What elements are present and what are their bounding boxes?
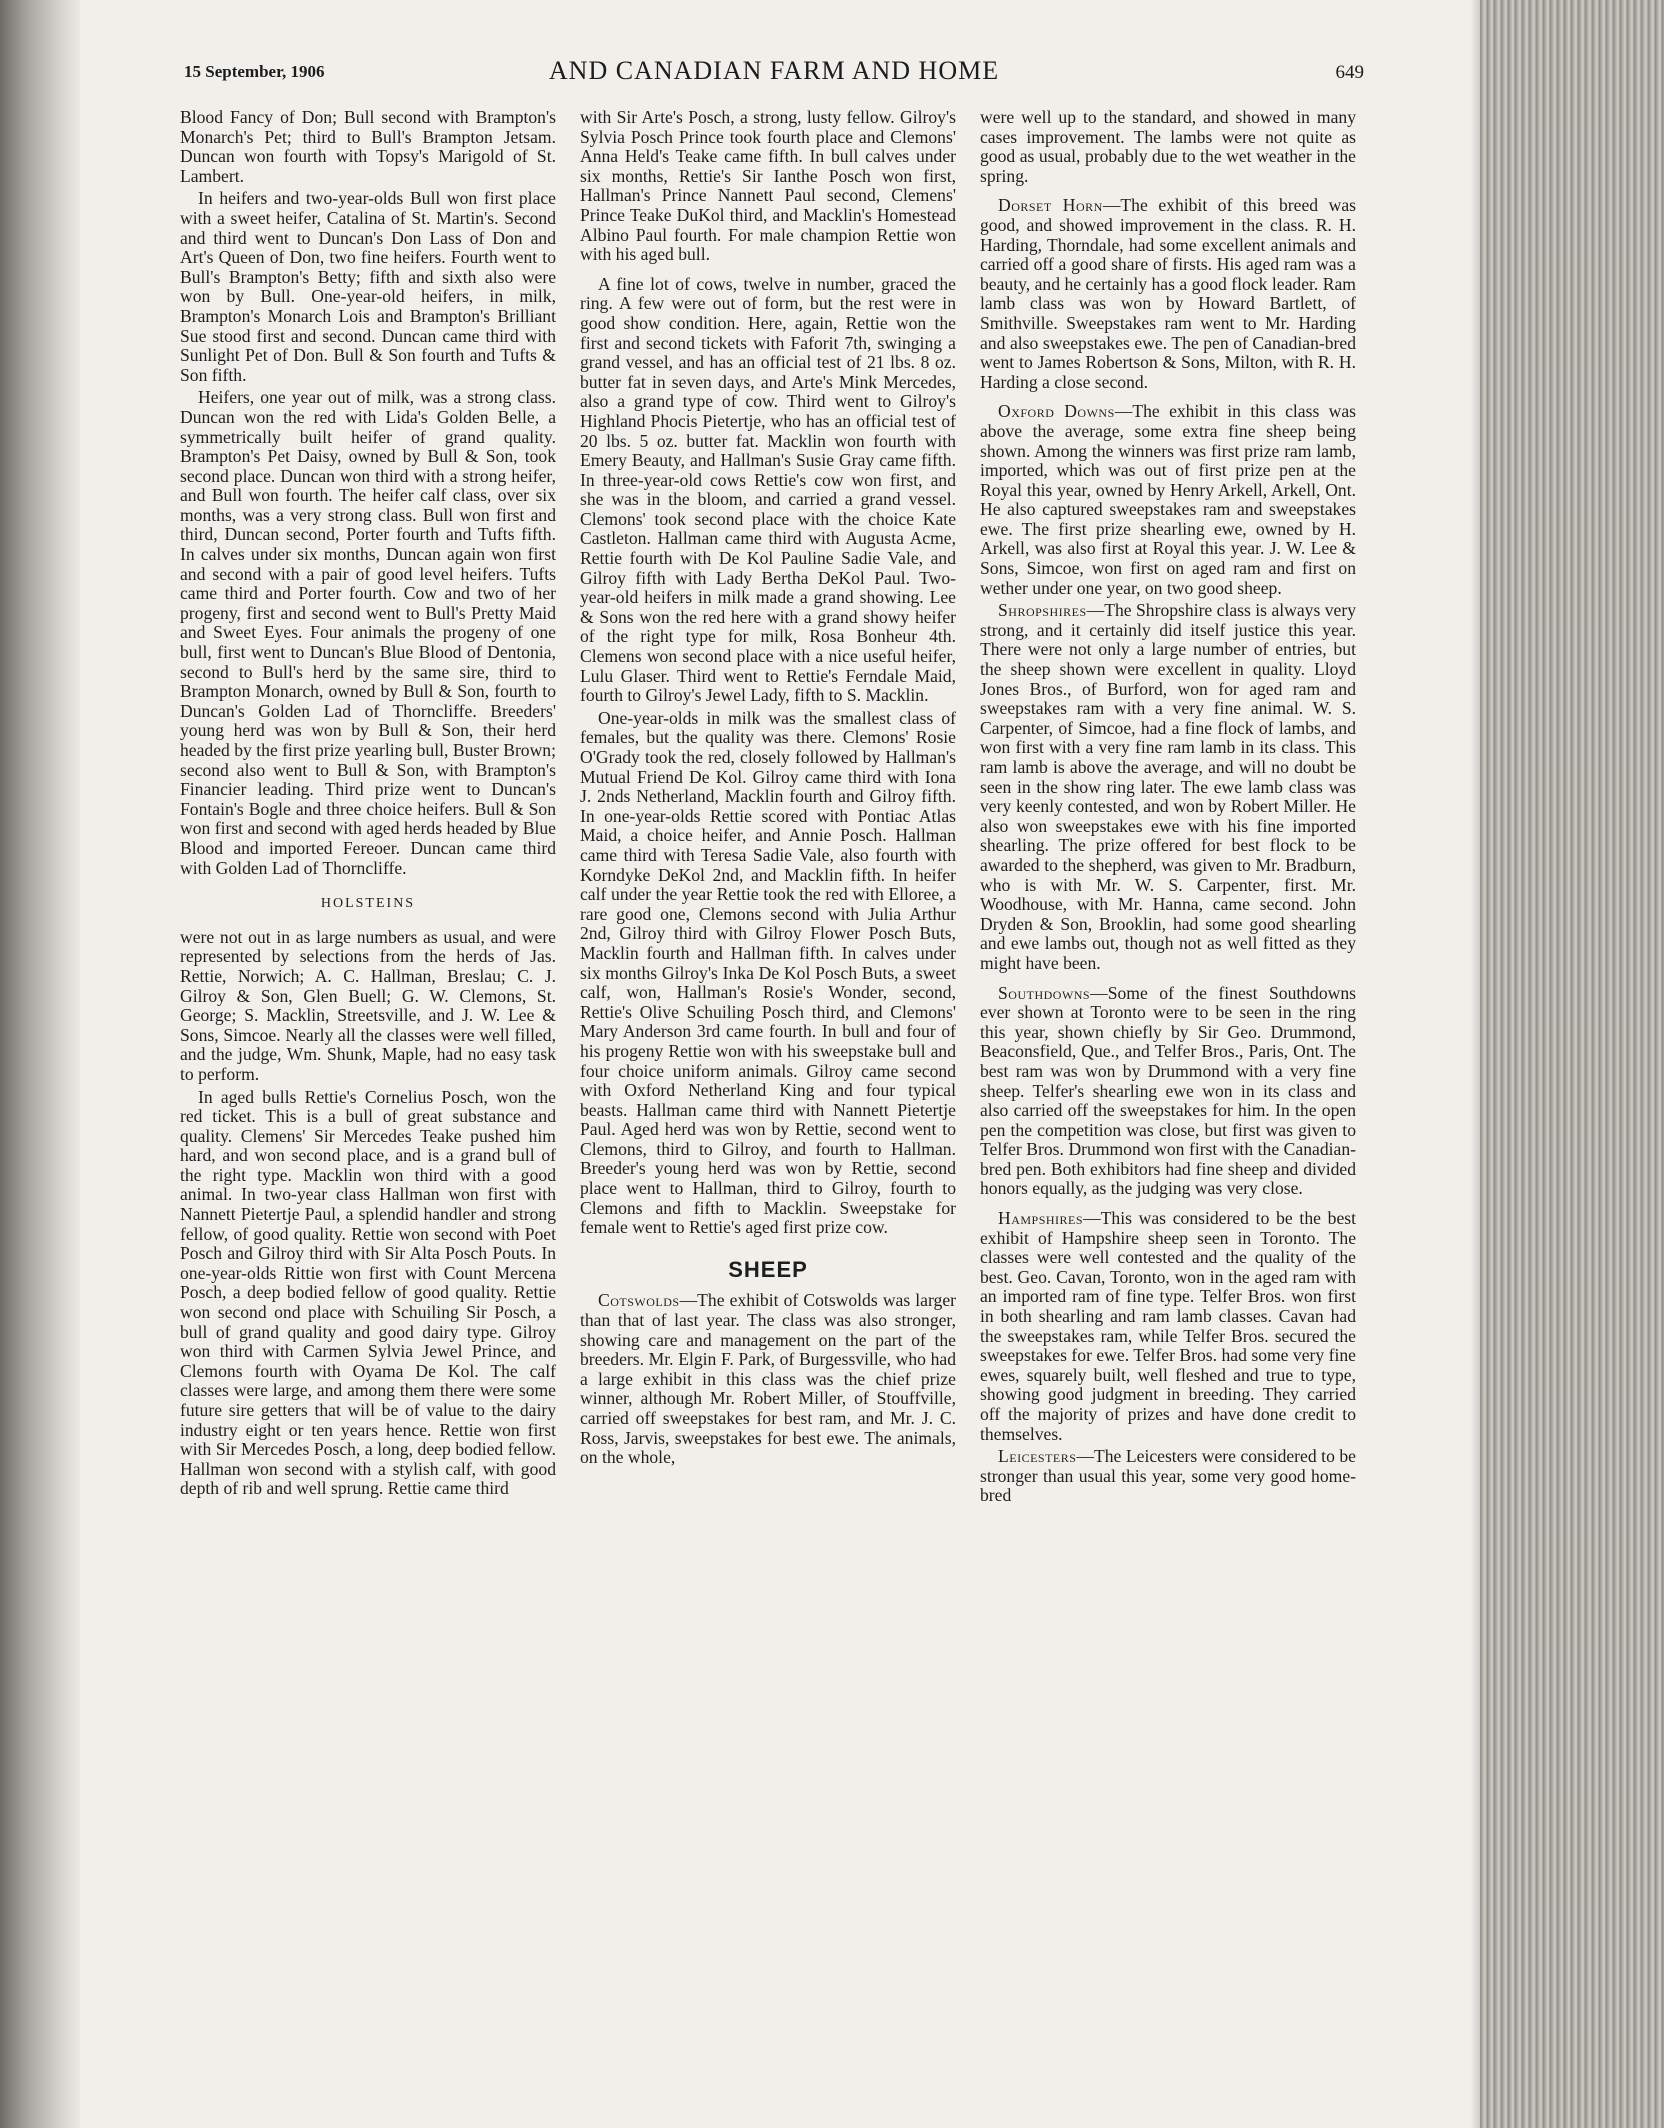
paragraph-text: —This was considered to be the best exhibit of Hampshire sheep seen in Toronto. The classes were well contested and the quality of the best. Geo. Cavan, Toronto, won in the aged ram with an imported ram of fine type. Telfer Bros. won first in both shearling and ram lamb classes. Cavan had the sweepstakes ram, while Telfer Bros. secured the sweepstakes for ewe. Telfer Bros. had some very fine ewes, squarely built, well fleshed and true to type, showing good judgment in breeding. They carried off the majority of prizes and have done credit to themselves. (980, 1208, 1356, 1444)
section-heading-holsteins: HOLSTEINS (320, 896, 416, 912)
paragraph-text: —The exhibit in this class was above the average, some extra fine sheep being shown. Among the winners was first prize ram lamb, imported, which was out of first prize pen at the Royal this year, owned by Henry Arkell, Arkell, Ont. He also captured sweepstakes ram and sweepstakes ewe. The first prize shearling ewe, owned by H. Arkell, was also first at Royal this year. J. W. Lee & Sons, Simcoe, won first on aged ram and first on wether under one year, on two good sheep. (980, 401, 1356, 598)
paragraph-cotswolds (580, 1291, 956, 1467)
running-header (184, 56, 1364, 96)
paragraph-oxford-downs (980, 402, 1356, 598)
paragraph-hampshires (980, 1209, 1356, 1444)
paragraph: Blood Fancy of Don; Bull second with Brampton's Monarch's Pet; third to Bull's Brampton Jetsam. Duncan won fourth with Topsy's Marigold of St. Lambert. (180, 108, 556, 186)
paragraph-southdowns (980, 984, 1356, 1200)
paragraph: In aged bulls Rettie's Cornelius Posch, won the red ticket. This is a bull of great substance and quality. Clemens' Sir Mercedes Teake pushed him hard, and won second place, and is a grand bull of the right type. Macklin won third with a good animal. In two-year class Hallman won first with Nannett Pietertje Paul, a splendid handler and strong fellow, of good quality. Rettie won second with Poet Posch and Gilroy third with Sir Alta Posch Pouts. In one-year-olds Rittie won first with Count Mercena Posch, a deep bodied fellow of good quality. Rettie won second ond place with Schuiling Sir Posch, a bull of grand quality and good dairy type. Gilroy won third with Carmen Sylvia Jewel Prince, and Clemons fourth with Oyama De Kol. The calf classes were large, and among them there were some future sire getters that will be of value to the dairy industry eight or ten years hence. Rettie won first with Sir Mercedes Posch, a long, deep bodied fellow. Hallman won second with a stylish calf, with good depth of rib and well sprung. Rettie came third (180, 1086, 556, 1499)
paragraph-text: —The Shropshire class is always very strong, and it certainly did itself justice this year. There were not only a large number of entries, but the sheep shown were excellent in quality. Lloyd Jones Bros., of Burford, won for aged ram and sweepstakes ram with a very fine animal. W. S. Carpenter, of Simcoe, had a fine flock of lambs, and won first with a very fine ram lamb in its class. This ram lamb is above the average, and will no doubt be seen in the show ring later. The ewe lamb class was very keenly contested, and won by Robert Miller. He also won sweepstakes ewe with his fine imported shearling. The prize offered for best flock to be awarded to the shepherd, was given to Mr. Bradburn, who is with Mr. W. S. Carpenter, first. Mr. Woodhouse, with Mr. Hanna, came second. John Dryden & Son, Brooklin, had some good shearling and ewe lambs out, though not as well fitted as they might have been. (980, 600, 1356, 973)
paragraph-leicesters (980, 1447, 1356, 1506)
run-in-head: Shropshires (998, 600, 1087, 621)
paragraph-dorset-horn (980, 196, 1356, 392)
paragraph: In heifers and two-year-olds Bull won first place with a sweet heifer, Catalina of St. Martin's. Second and third went to Duncan's Don Lass of Don and Art's Queen of Don, two fine heifers. Fourth went to Bull's Brampton's Betty; fifth and sixth also were won by Bull. One-year-old heifers, in milk, Brampton's Monarch Lois and Brampton's Brilliant Sue stood first and second. Duncan came third with Sunlight Pet of Don. Bull & Son fourth and Tufts & Son fifth. (180, 188, 556, 385)
paragraph-text: —The exhibit of Cotswolds was larger than that of last year. The class was also stronger, showing care and management on the part of the breeders. Mr. Elgin F. Park, of Burgessville, who had a large exhibit in this class was the chief prize winner, although Mr. Robert Miller, of Stouffville, carried off sweepstakes for best ram, and Mr. J. C. Ross, Jarvis, sweepstakes for best ewe. The animals, on the whole, (580, 1290, 956, 1468)
paragraph: A fine lot of cows, twelve in number, graced the ring. A few were out of form, but the rest were in good show condition. Here, again, Rettie won the first and second tickets with Faforit 7th, swinging a grand vessel, and has an official test of 21 lbs. 8 oz. butter fat in seven days, and Arte's Mink Mercedes, also a grand type of cow. Third went to Gilroy's Highland Phocis Pietertje, who has an official test of 20 lbs. 5 oz. butter fat. Macklin won fourth with Emery Beauty, and Hallman's Susie Gray came fifth. In three-year-old cows Rettie's cow won first, and she was in the bloom, and carried a grand vessel. Clemons' took second place with the choice Kate Castleton. Hallman came third with Augusta Acme, Rettie fourth with De Kol Pauline Sadie Vale, and Gilroy fifth with Lady Bertha DeKol Paul. Two-year-old heifers in milk made a grand showing. Lee & Sons won the red here with a grand showy heifer of the right type for milk, Rosa Bonheur 4th. Clemens won second place with a nice useful heifer, Lulu Glaser. Third went to Rettie's Ferndale Maid, fourth to Gilroy's Jewel Lady, fifth to S. Macklin. (580, 273, 956, 706)
run-in-head: Southdowns (998, 982, 1091, 1003)
column-3 (980, 108, 1356, 2088)
paragraph-shropshires (980, 601, 1356, 973)
paragraph: were well up to the standard, and showed in many cases improvement. The lambs were not quite as good as usual, probably due to the wet weather in the spring. (980, 108, 1356, 186)
page-number: 649 (1335, 62, 1364, 83)
paragraph: One-year-olds in milk was the smallest class of females, but the quality was there. Clemons' Rosie O'Grady took the red, closely followed by Hallman's Mutual Friend De Kol. Gilroy came third with Iona J. 2nds Netherland, Macklin fourth and Gilroy fifth. In one-year-olds Rettie scored with Pontiac Atlas Maid, a choice heifer, and Annie Posch. Hallman came third with Teresa Sadie Vale, also fourth with Korndyke DeKol 2nd, and Macklin fifth. In heifer calf under the year Rettie took the red with Elloree, a rare good one, Clemons second with Julia Arthur 2nd, Gilroy third with Gilroy Flower Posch Buts, Macklin fourth and Hallman fifth. In calves under six months Gilroy's Inka De Kol Posch Buts, a sweet calf, won, Hallman's Rosie's Wonder, second, Rettie's Olive Schuiling Posch third, and Clemons' Mary Anderson 3rd came fourth. In bull and four of his progeny Rettie won with his sweepstake bull and four choice uniform animals. Gilroy came second with Oxford Netherland King and four typical beasts. Hallman came third with Nannett Pietertje Paul. Aged herd was won by Rettie, second went to Clemons, third to Gilroy, and fourth to Hallman. Breeder's young herd was won by Rettie, second place went to Hallman, third to Gilroy, fourth to Clemons and fifth to Macklin. Sweepstake for female went to Rettie's aged first prize cow. (580, 707, 956, 1238)
book-page-edges (1480, 0, 1664, 2128)
run-in-head: Hampshires (998, 1208, 1084, 1229)
column-1 (180, 108, 556, 2088)
article-columns (180, 108, 1356, 2088)
binding-gutter (0, 0, 80, 2128)
paragraph: with Sir Arte's Posch, a strong, lusty fellow. Gilroy's Sylvia Posch Prince took fourth place and Clemons' Anna Held's Teake came fifth. In bull calves under six months, Rettie's Sir Ianthe Posch won first, Hallman's Prince Nannett Paul second, Clemens' Prince Teake DuKol third, and Macklin's Homestead Albino Paul fourth. For male champion Rettie won with his aged bull. (580, 108, 956, 265)
header-title: AND CANADIAN FARM AND HOME (548, 56, 1000, 85)
paragraph-text: —The Leicesters were considered to be stronger than usual this year, some very good home-bred (980, 1446, 1356, 1506)
run-in-head: Dorset Horn (998, 195, 1103, 216)
paragraph: Heifers, one year out of milk, was a strong class. Duncan won the red with Lida's Golden Belle, a symmetrically built heifer of grand quality. Brampton's Pet Daisy, owned by Bull & Son, took second place. Duncan won third with a strong heifer, and Bull won fourth. The heifer calf class, over six months, was a very strong class. Bull won first and third, Duncan second, Porter fourth and Tufts fifth. In calves under six months, Duncan again won first and second with a pair of good level heifers. Tufts came third and Porter fourth. Cow and two of her progeny, first and second went to Bull's Pretty Maid and Sweet Eyes. Four animals the progeny of one bull, first went to Duncan's Blue Blood of Dentonia, second to Bull's herd by the same sire, third to Brampton Monarch, owned by Bull & Son, fourth to Duncan's Golden Lad of Thorncliffe. Breeders' young herd was won by Bull & Son, their herd headed by the first prize yearling bull, Buster Brown; second also went to Bull & Son, with Brampton's Financier leading. Third prize went to Duncan's Fontain's Bogle and three choice heifers. Bull & Son won first and second with aged herds headed by Blue Blood and imported Fereoer. Duncan came third with Golden Lad of Thorncliffe. (180, 387, 556, 878)
run-in-head: Oxford Downs (998, 401, 1115, 422)
paragraph: were not out in as large numbers as usual, and were represented by selections from the herds of Jas. Rettie, Norwich; A. C. Hallman, Breslau; C. J. Gilroy & Son, Glen Buell; G. W. Clemons, St. George; S. Macklin, Streetsville, and J. W. Lee & Sons, Simcoe. Nearly all the classes were well filled, and the judge, Wm. Shunk, Maple, had no easy task to perform. (180, 926, 556, 1084)
header-date: 15 September, 1906 (184, 62, 325, 81)
paragraph-text: —Some of the finest Southdowns ever shown at Toronto were to be seen in the ring this year, shown chiefly by Sir Geo. Drummond, Beaconsfield, Que., and Telfer Bros., Paris, Ont. The best ram was won by Drummond with a very fine sheep. Telfer's shearling ewe won in its class and also carried off the sweepstakes for him. In the open pen the competition was close, but first was given to Telfer Bros. Drummond won first with the Canadian-bred pen. Both exhibitors had fine sheep and divided honors equally, as the judging was very close. (980, 982, 1356, 1199)
paragraph-text: —The exhibit of this breed was good, and showed improvement in the class. R. H. Harding, Thorndale, had some excellent animals and carried off a good share of firsts. His aged ram was a beauty, and he certainly has a good flock leader. Ram lamb class was won by Howard Bartlett, of Smithville. Sweepstakes ram went to Mr. Harding and also sweepstakes ewe. The pen of Canadian-bred went to James Robertson & Sons, Milton, with R. H. Harding a close second. (980, 195, 1356, 392)
run-in-head: Cotswolds (598, 1290, 680, 1311)
run-in-head: Leicesters (998, 1446, 1077, 1467)
section-heading-sheep: SHEEP (728, 1256, 808, 1282)
column-2 (580, 108, 956, 2088)
